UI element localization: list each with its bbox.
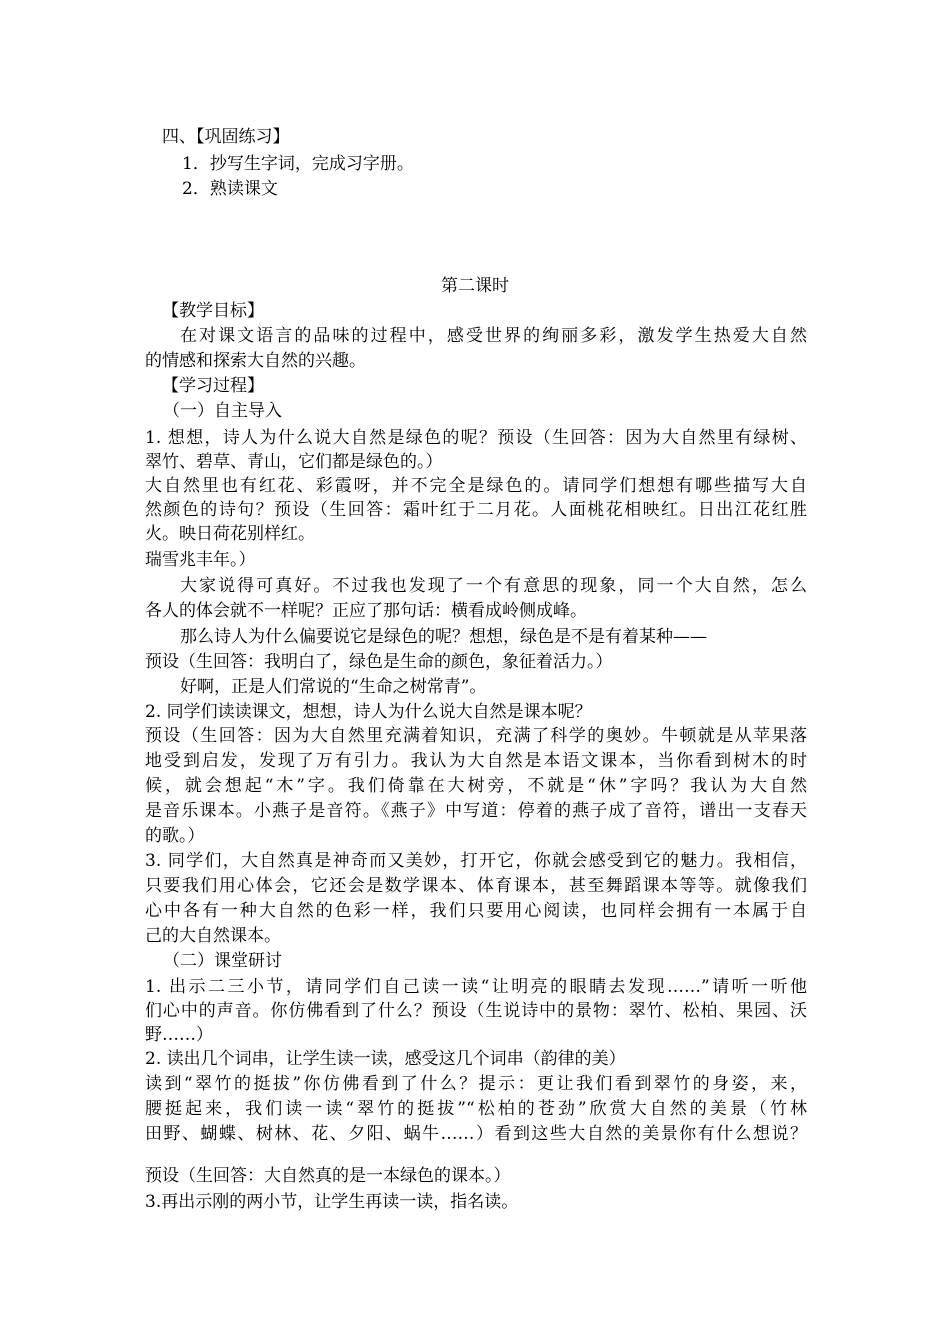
paragraph-line: 大自然里也有红花、彩霞呀，并不完全是绿色的。请同学们想想有哪些描写大自 bbox=[145, 476, 807, 496]
paragraph-line: 们心中的声音。你仿佛看到了什么？预设（生说诗中的景物：翠竹、松柏、果园、沃 bbox=[145, 1001, 807, 1021]
paragraph-line: 心中各有一种大自然的色彩一样，我们只要用心阅读，也同样会拥有一本属于自 bbox=[145, 901, 807, 921]
paragraph-line: 只要我们用心体会，它还会是数学课本、体育课本，甚至舞蹈课本等等。就像我们 bbox=[145, 876, 807, 896]
paragraph-line: 预设（生回答：因为大自然里充满着知识，充满了科学的奥妙。牛顿就是从苹果落 bbox=[145, 726, 807, 746]
paragraph-line: 预设（生回答：大自然真的是一本绿色的课本。） bbox=[145, 1166, 511, 1186]
paragraph-line: 2. 同学们读读课文，想想，诗人为什么说大自然是课本呢？ bbox=[145, 702, 592, 722]
paragraph-line: 好啊，正是人们常说的“生命之树常青”。 bbox=[180, 677, 487, 697]
paragraph-line: 那么诗人为什么偏要说它是绿色的呢？想想，绿色是不是有着某种—— bbox=[180, 627, 707, 647]
paragraph-line: 是音乐课本。小燕子是音符。《燕子》中写道：停着的燕子成了音符，谱出一支春天 bbox=[145, 801, 807, 821]
paragraph-line: 候，就会想起“木”字。我们倚靠在大树旁，不就是“休”字吗？我认为大自然 bbox=[145, 776, 807, 796]
paragraph-line: 己的大自然课本。 bbox=[145, 926, 281, 946]
subsection-heading: （二）课堂研讨 bbox=[163, 951, 282, 971]
section-heading: 四、【巩固练习】 bbox=[162, 127, 290, 147]
process-heading: 【学习过程】 bbox=[162, 376, 264, 396]
paragraph-line: 在对课文语言的品味的过程中，感受世界的绚丽多彩，激发学生热爱大自然 bbox=[180, 326, 807, 346]
paragraph-line: 然颜色的诗句？预设（生回答：霜叶红于二月花。人面桃花相映红。日出江花红胜 bbox=[145, 500, 807, 520]
paragraph-line: 1. 想想，诗人为什么说大自然是绿色的呢？预设（生回答：因为大自然里有绿树、 bbox=[145, 428, 807, 448]
paragraph-line: 的歌。） bbox=[145, 826, 205, 846]
paragraph-line: 预设（生回答：我明白了，绿色是生命的颜色，象征着活力。） bbox=[145, 652, 613, 672]
paragraph-line: 各人的体会就不一样呢？正应了那句话：横看成岭侧成峰。 bbox=[145, 601, 587, 621]
paragraph-line: 地受到启发，发现了万有引力。我认为大自然是本语文课本，当你看到树木的时 bbox=[145, 751, 807, 771]
paragraph-line: 火。映日荷花别样红。 bbox=[145, 524, 315, 544]
paragraph-line: 的情感和探索大自然的兴趣。 bbox=[145, 351, 366, 371]
paragraph-line: 田野、蝴蝶、树林、花、夕阳、蜗牛……）看到这些大自然的美景你有什么想说？ bbox=[145, 1124, 807, 1144]
goal-heading: 【教学目标】 bbox=[162, 301, 264, 321]
paragraph-line: 野……） bbox=[145, 1025, 213, 1045]
paragraph-line: 腰挺起来，我们读一读“翠竹的挺拔”“松柏的苍劲”欣赏大自然的美景（竹林 bbox=[145, 1099, 807, 1119]
subsection-heading: （一）自主导入 bbox=[163, 401, 282, 421]
exercise-item: 2．熟读课文 bbox=[182, 179, 278, 199]
paragraph-line: 翠竹、碧草、青山，它们都是绿色的。） bbox=[145, 452, 443, 472]
paragraph-line: 3.再出示刚的两小节，让学生再读一读，指名读。 bbox=[145, 1192, 519, 1212]
lesson-title: 第二课时 bbox=[441, 276, 509, 296]
exercise-item: 1．抄写生字词，完成习字册。 bbox=[182, 154, 414, 174]
paragraph-line: 读到“翠竹的挺拔”你仿佛看到了什么？提示：更让我们看到翠竹的身姿，来， bbox=[145, 1074, 807, 1094]
paragraph-line: 2. 读出几个词串，让学生读一读，感受这几个词串（韵律的美） bbox=[145, 1049, 626, 1069]
paragraph-line: 大家说得可真好。不过我也发现了一个有意思的现象，同一个大自然，怎么 bbox=[180, 576, 807, 596]
paragraph-line: 3. 同学们，大自然真是神奇而又美妙，打开它，你就会感受到它的魅力。我相信， bbox=[145, 851, 807, 871]
paragraph-line: 1. 出示二三小节，请同学们自己读一读“让明亮的眼睛去发现……”请听一听他 bbox=[145, 977, 807, 997]
paragraph-line: 瑞雪兆丰年。） bbox=[145, 550, 256, 570]
